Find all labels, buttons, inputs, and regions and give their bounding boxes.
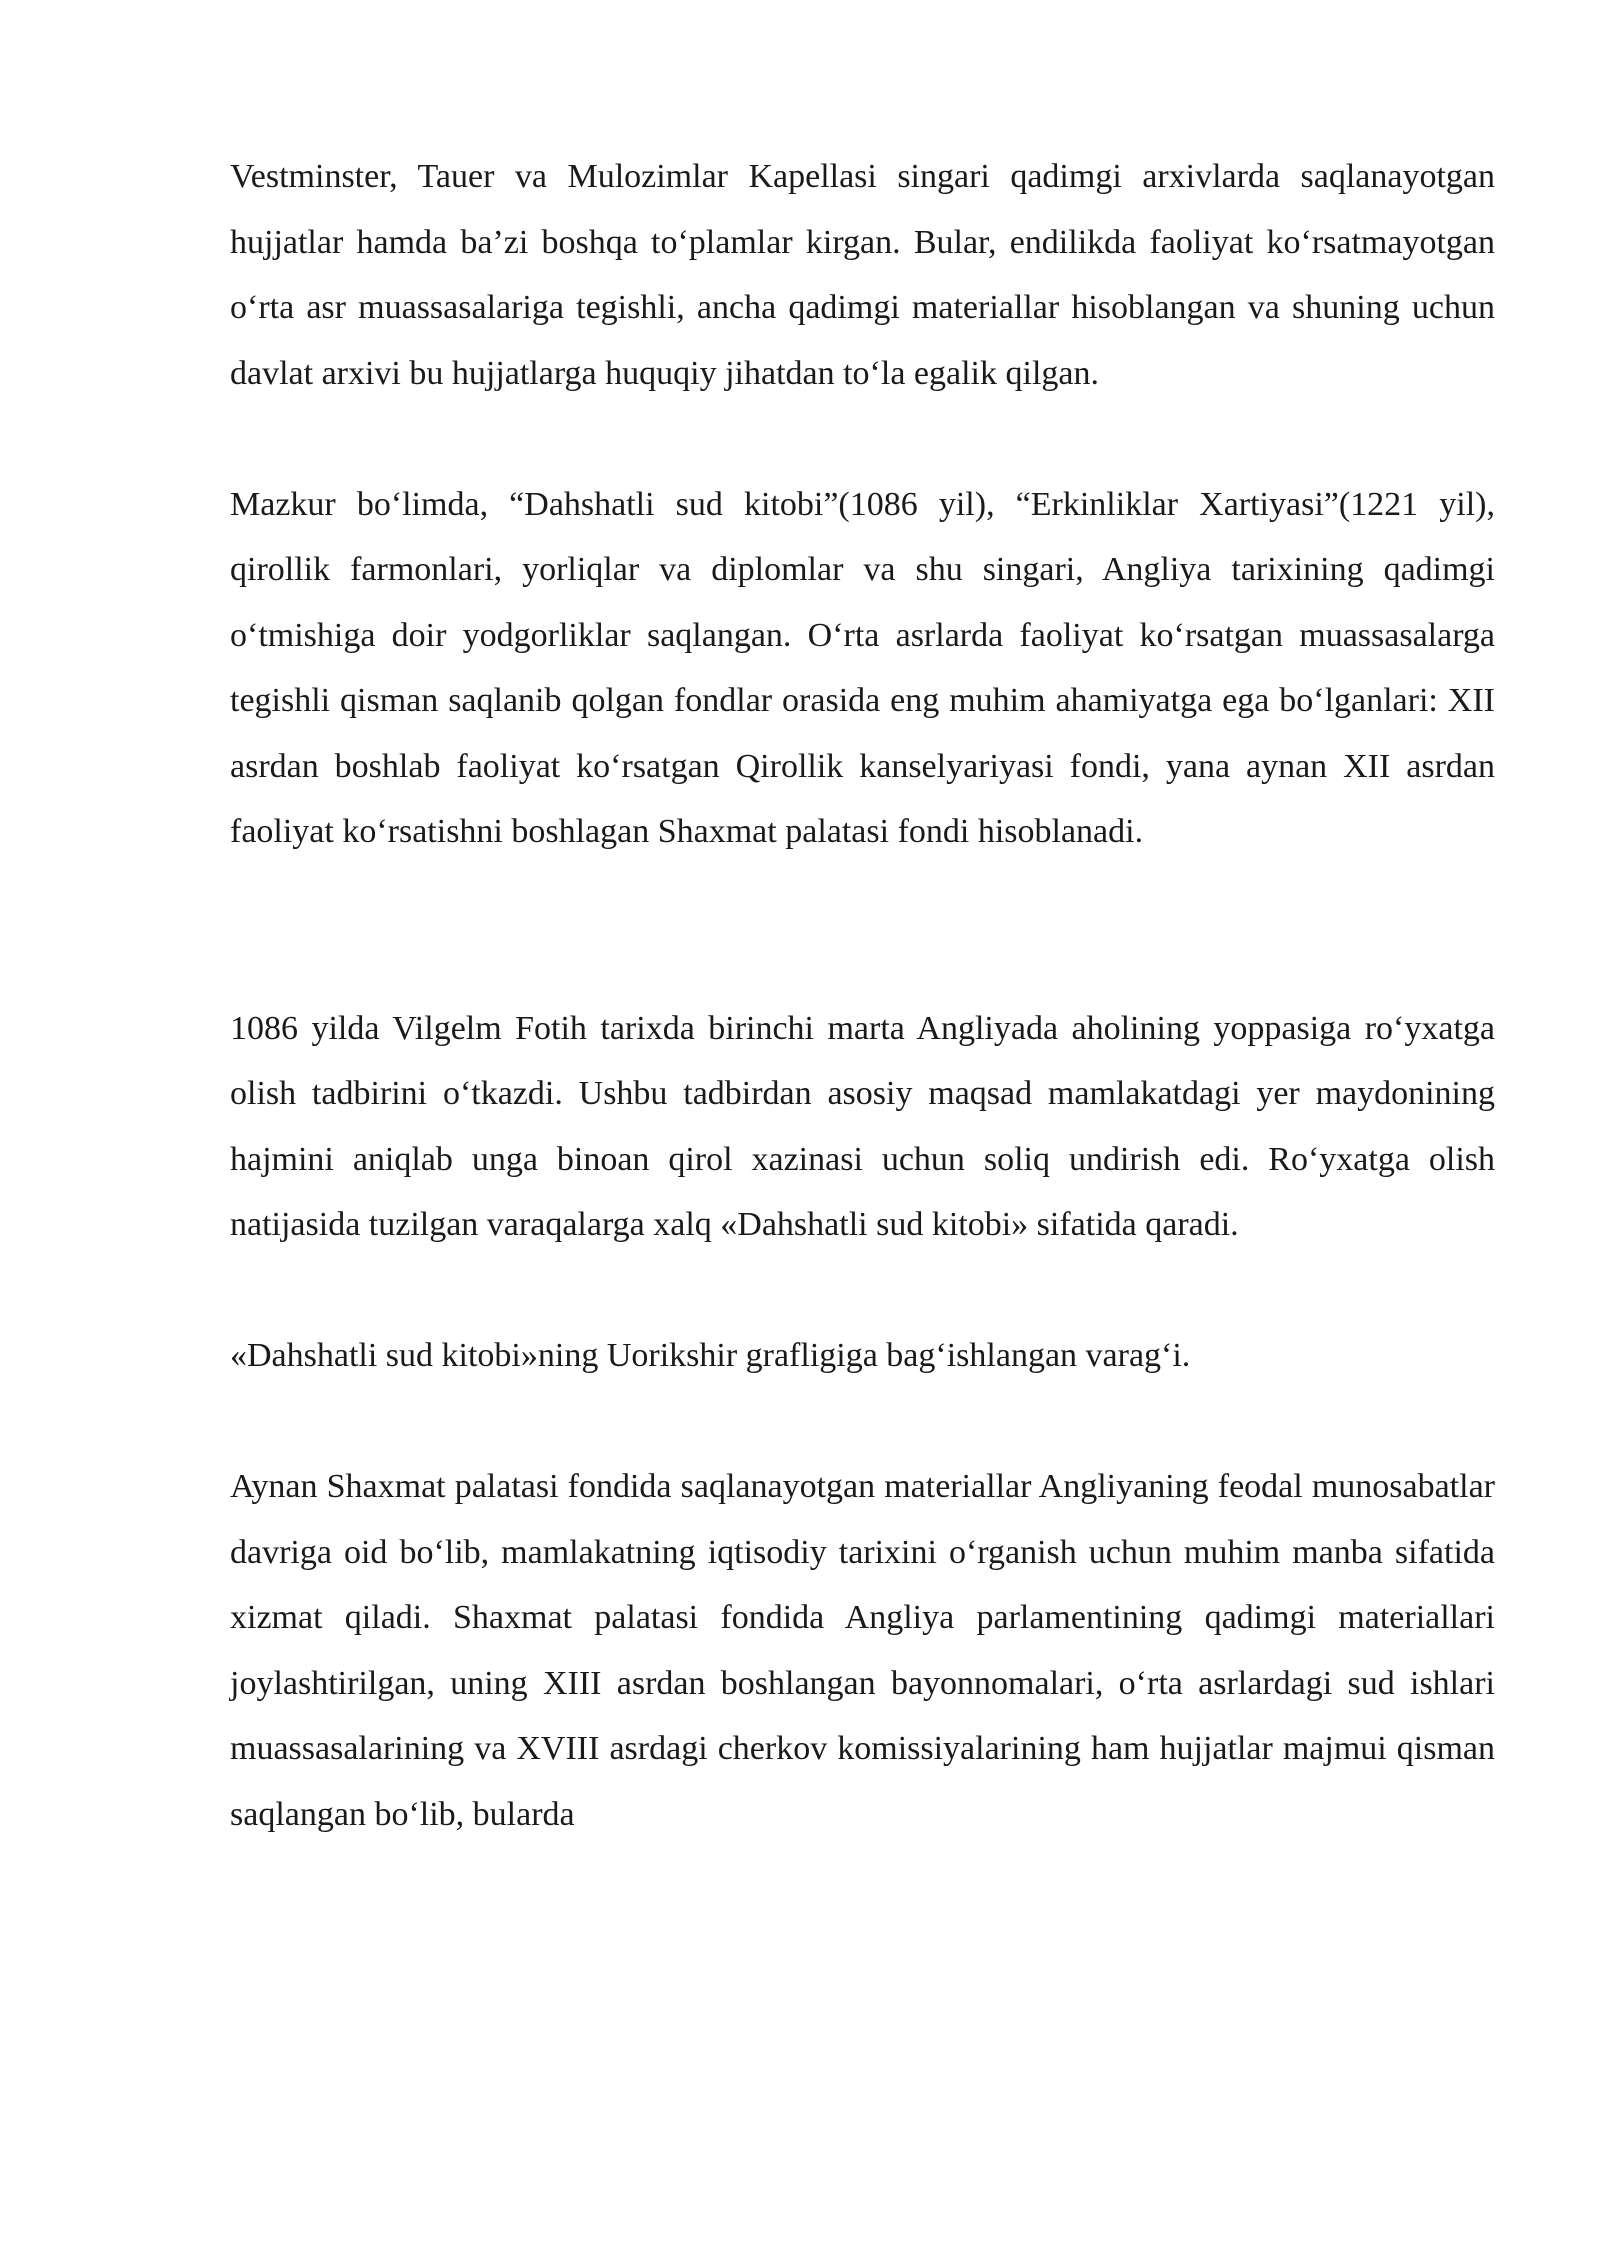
paragraph-spacer	[230, 865, 1495, 996]
document-body	[230, 144, 1495, 1847]
paragraph-archives-intro: Vestminster, Tauer va Mulozimlar Kapellasi singari qadimgi arxivlarda saqlanayotgan hujjatlar hamda ba’zi boshqa to‘plamlar kirgan. Bular, endilikda faoliyat ko‘rsatmayotgan o‘rta asr muassasalariga tegishli, ancha qadimgi materiallar hisoblangan va shuning uchun davlat arxivi bu hujjatlarga huquqiy jihatdan to‘la egalik qilgan.	[230, 158, 1495, 392]
paragraph-spacer	[230, 406, 1495, 472]
paragraph-domesday-census: 1086 yilda Vilgelm Fotih tarixda birinchi marta Angliyada aholining yoppasiga ro‘yxatga olish tadbirini o‘tkazdi. Ushbu tadbirdan asosiy maqsad mamlakatdagi yer maydonining hajmini aniqlab unga binoan qirol xazinasi uchun soliq undirish edi. Ro‘yxatga olish natijasida tuzilgan varaqalarga xalq «Dahshatli sud kitobi» sifatida qaradi.	[230, 1009, 1495, 1243]
paragraph-spacer	[230, 1258, 1495, 1324]
paragraph-exchequer-fond: Aynan Shaxmat palatasi fondida saqlanayotgan materiallar Angliyaning feodal munosabatlar davriga oid bo‘lib, mamlakatning iqtisodiy tarixini o‘rganish uchun muhim manba sifatida xizmat qiladi. Shaxmat palatasi fondida Angliya parlamentining qadimgi materiallari joylashtirilgan, uning XIII asrdan boshlangan bayonnomalari, o‘rta asrlardagi sud ishlari muassasalarining va XVIII asrdagi cherkov komissiyalarining ham hujjatlar majmui qisman saqlangan bo‘lib, bularda	[230, 1468, 1495, 1833]
paragraph-spacer	[230, 1389, 1495, 1455]
paragraph-section-holdings: Mazkur bo‘limda, “Dahshatli sud kitobi”(1086 yil), “Erkinliklar Xartiyasi”(1221 yil), qirollik farmonlari, yorliqlar va diplomlar va shu singari, Angliya tarixining qadimgi o‘tmishiga doir yodgorliklar saqlangan. O‘rta asrlarda faoliyat ko‘rsatgan muassasalarga tegishli qisman saqlanib qolgan fondlar orasida eng muhim ahamiyatga ega bo‘lganlari: XII asrdan boshlab faoliyat ko‘rsatgan Qirollik kanselyariyasi fondi, yana aynan XII asrdan faoliyat ko‘rsatishni boshlagan Shaxmat palatasi fondi hisoblanadi.	[230, 485, 1495, 850]
figure-caption: «Dahshatli sud kitobi»ning Uorikshir grafligiga bag‘ishlangan varag‘i.	[230, 1337, 1191, 1374]
